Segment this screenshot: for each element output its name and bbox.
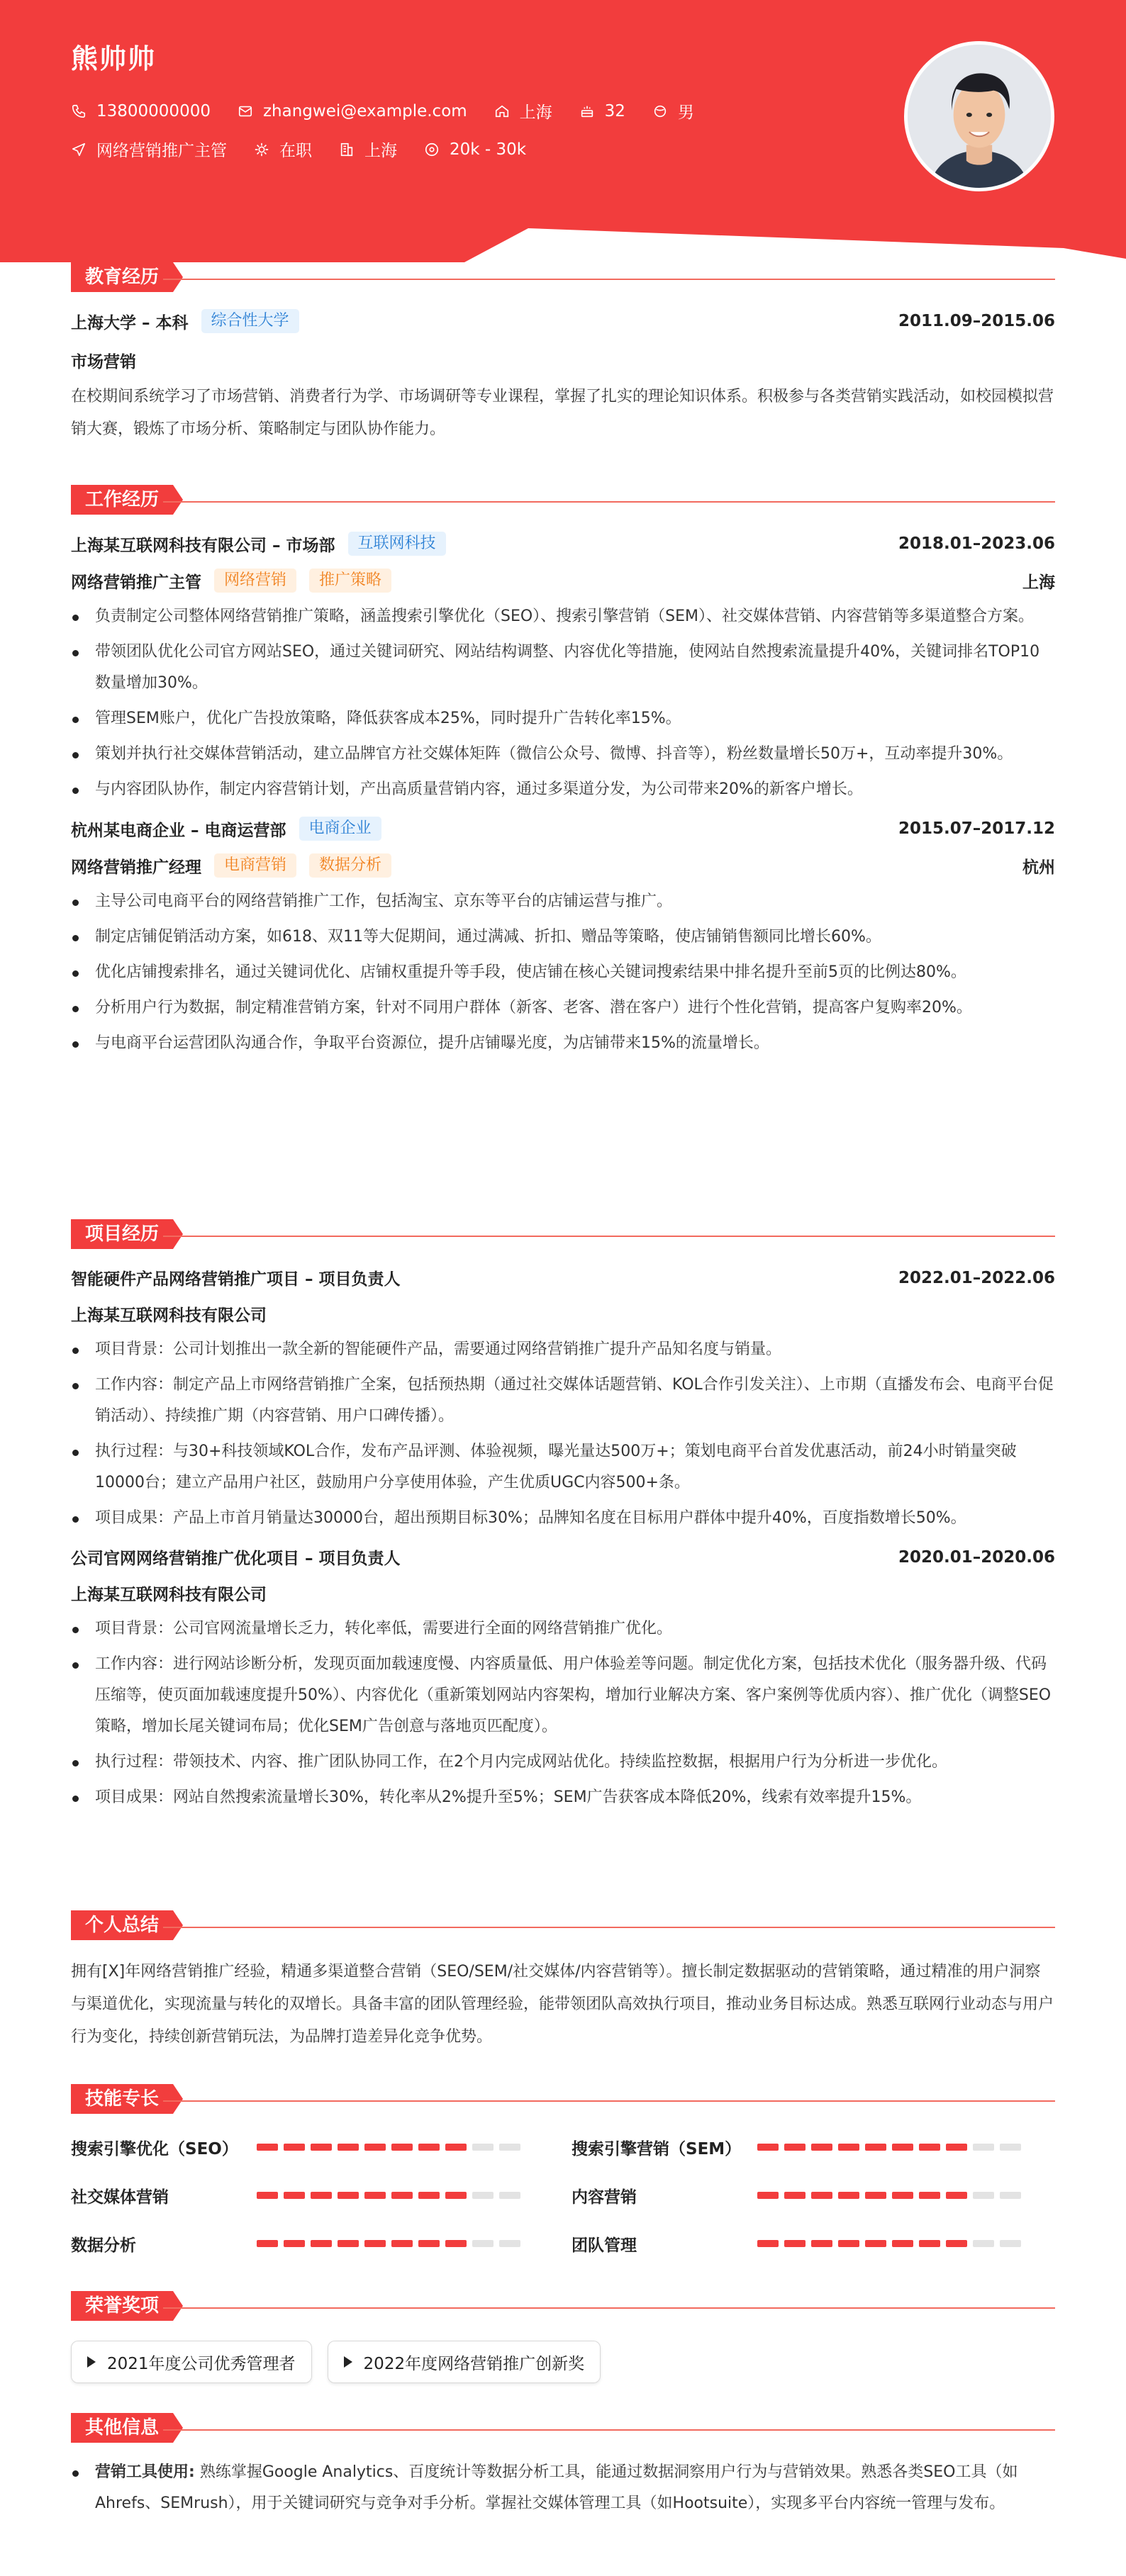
age-text: 32 — [604, 101, 625, 121]
list-item: 与内容团队协作，制定内容营销计划，产出高质量营销内容，通过多渠道分发，为公司带来20%的新客户增长。 — [71, 774, 1055, 805]
status-icon — [254, 142, 269, 157]
skill-level-segment — [865, 2192, 886, 2199]
list-item: 管理SEM账户，优化广告投放策略，降低获客成本25%，同时提升广告转化率15%。 — [71, 703, 1055, 734]
skill-level-segment — [284, 2192, 305, 2199]
skill-level-segment — [364, 2240, 386, 2247]
honor-text: 2022年度网络营销推广创新奖 — [363, 2354, 585, 2373]
other-info-text: 熟练掌握Google Analytics、百度统计等数据分析工具，能通过数据洞察用户行为与营销效果。熟悉各类SEO工具（如Ahrefs、SEMrush），用于关键词研究与竞争对手分析。掌握社交媒体管理工具（如Hootsuite），实现多平台内容统一管理与发布。 — [95, 2463, 1018, 2512]
location-text: 上海 — [519, 103, 552, 122]
major: 市场营销 — [71, 353, 136, 371]
gender-icon — [652, 103, 668, 119]
job-city: 上海 — [1022, 573, 1055, 592]
skill-name: 团队管理 — [572, 2236, 637, 2255]
project-period: 2022.01–2022.06 — [898, 1268, 1055, 1287]
skill-level-segment — [757, 2192, 779, 2199]
education-section — [71, 262, 1055, 446]
job-position-row — [71, 569, 1055, 593]
skill-tag: 电商营销 — [214, 853, 296, 878]
salary-icon — [424, 142, 440, 157]
skill-level-segment — [1000, 2192, 1021, 2199]
section-title — [71, 2291, 1055, 2322]
skill-level-segment — [946, 2192, 967, 2199]
section-title — [71, 485, 1055, 516]
list-item: 项目背景：公司官网流量增长乏力，转化率低，需要进行全面的网络营销推广优化。 — [71, 1613, 1055, 1645]
salary-text: 20k - 30k — [450, 140, 527, 159]
honor-badge — [71, 2341, 312, 2383]
other-info-section — [71, 2413, 1055, 2524]
skill-level-segment — [919, 2144, 940, 2151]
skill-level-segment — [919, 2240, 940, 2247]
section-title-label: 个人总结 — [71, 1910, 173, 1940]
section-divider — [163, 2429, 1055, 2431]
skill-level-segment — [472, 2240, 494, 2247]
job-bullets — [71, 886, 1055, 1059]
skill-name: 社交媒体营销 — [71, 2188, 169, 2207]
skill-level-segment — [257, 2144, 278, 2151]
skill-name: 数据分析 — [71, 2236, 136, 2255]
job-period: 2015.07–2017.12 — [898, 819, 1055, 838]
skill-level-segment — [838, 2192, 859, 2199]
project-entry — [71, 1545, 1055, 1813]
skill-level-segment — [284, 2240, 305, 2247]
job-intent-row — [71, 138, 553, 161]
section-title — [71, 262, 1055, 293]
section-title-label: 技能专长 — [71, 2084, 173, 2114]
project-name: 智能硬件产品网络营销推广项目 – 项目负责人 — [71, 1270, 401, 1289]
skill-level-segment — [445, 2240, 467, 2247]
phone-item — [71, 102, 211, 121]
skill-level-bar — [757, 2192, 1027, 2199]
gender-item — [652, 99, 694, 123]
list-item: 带领团队优化公司官方网站SEO，通过关键词研究、网站结构调整、内容优化等措施，使网站自然搜索流量提升40%，关键词排名TOP10数量增加30%。 — [71, 637, 1055, 699]
email-item — [238, 102, 467, 121]
honors-section — [71, 2291, 1055, 2383]
job-bullets — [71, 601, 1055, 805]
cake-icon — [579, 103, 595, 119]
education-period: 2011.09–2015.06 — [898, 312, 1055, 330]
industry-tag: 电商企业 — [299, 817, 381, 841]
location-item — [494, 99, 552, 123]
job-head — [71, 817, 1055, 841]
skill-level-segment — [338, 2192, 359, 2199]
other-info-label: 营销工具使用: — [95, 2463, 195, 2481]
skill-item — [572, 2230, 1055, 2257]
skill-level-bar — [757, 2144, 1027, 2151]
email-text: zhangwei@example.com — [262, 101, 467, 121]
job-entry — [71, 532, 1055, 805]
skill-level-segment — [472, 2192, 494, 2199]
skill-level-segment — [338, 2144, 359, 2151]
section-title-label: 荣誉奖项 — [71, 2291, 173, 2321]
skill-level-segment — [418, 2240, 440, 2247]
skill-level-bar — [757, 2240, 1027, 2247]
skill-level-segment — [973, 2144, 994, 2151]
project-head — [71, 1266, 1055, 1289]
skill-item — [572, 2182, 1055, 2209]
skill-level-segment — [919, 2192, 940, 2199]
project-bullets — [71, 1334, 1055, 1534]
list-item: 工作内容：制定产品上市网络营销推广全案，包括预热期（通过社交媒体话题营销、KOL合作引发关注）、上市期（直播发布会、电商平台促销活动）、持续推广期（内容营销、用户口碑传播）。 — [71, 1370, 1055, 1432]
honor-badge — [328, 2341, 601, 2383]
skill-tag: 数据分析 — [309, 853, 391, 878]
section-title — [71, 2413, 1055, 2444]
section-divider — [163, 2100, 1055, 2102]
skill-level-segment — [811, 2144, 832, 2151]
industry-tag: 互联网科技 — [348, 532, 446, 556]
skill-level-segment — [784, 2192, 806, 2199]
skill-level-segment — [499, 2192, 520, 2199]
section-divider — [163, 501, 1055, 503]
section-title — [71, 2084, 1055, 2115]
school-type-tag: 综合性大学 — [201, 309, 299, 333]
skill-level-segment — [311, 2240, 332, 2247]
skill-level-bar — [257, 2192, 526, 2199]
job-head — [71, 532, 1055, 556]
skill-tag: 推广策略 — [309, 569, 391, 593]
play-triangle-icon — [87, 2356, 96, 2368]
list-item: 与电商平台运营团队沟通合作，争取平台资源位，提升店铺曝光度，为店铺带来15%的流量增长。 — [71, 1028, 1055, 1059]
skill-name: 内容营销 — [572, 2188, 637, 2207]
list-item: 策划并执行社交媒体营销活动，建立品牌官方社交媒体矩阵（微信公众号、微博、抖音等），粉丝数量增长50万+，互动率提升30%。 — [71, 739, 1055, 770]
project-company: 上海某互联网科技有限公司 — [71, 1586, 267, 1604]
list-item: 制定店铺促销活动方案，如618、双11等大促期间，通过满减、折扣、赠品等策略，使店铺销售额同比增长60%。 — [71, 922, 1055, 953]
building-icon — [339, 142, 355, 157]
status-text: 在职 — [279, 142, 312, 160]
email-icon — [238, 103, 253, 119]
skills-section — [71, 2084, 1055, 2257]
list-item: 主导公司电商平台的网络营销推广工作，包括淘宝、京东等平台的店铺运营与推广。 — [71, 886, 1055, 917]
list-item: 工作内容：进行网站诊断分析，发现页面加载速度慢、内容质量低、用户体验差等问题。制定优化方案，包括技术优化（服务器升级、代码压缩等，使页面加载速度提升50%）、内容优化（重新策划网站内容架构，增加行业解决方案、客户案例等优质内容）、推广优化（调整SEO策略，增加长尾关键词布局；优化SEM广告创意与落地页匹配度）。 — [71, 1649, 1055, 1742]
home-icon — [494, 103, 510, 119]
skill-level-segment — [257, 2192, 278, 2199]
phone-text: 13800000000 — [96, 101, 211, 121]
gender-text: 男 — [677, 103, 694, 122]
skill-level-segment — [445, 2192, 467, 2199]
skill-level-segment — [784, 2240, 806, 2247]
project-bullets — [71, 1613, 1055, 1813]
job-period: 2018.01–2023.06 — [898, 534, 1055, 553]
list-item: 执行过程：带领技术、内容、推广团队协同工作，在2个月内完成网站优化。持续监控数据，根据用户行为分析进一步优化。 — [71, 1747, 1055, 1778]
skill-level-segment — [499, 2144, 520, 2151]
skill-tag: 网络营销 — [214, 569, 296, 593]
list-item: 项目成果：产品上市首月销量达30000台，超出预期目标30%；品牌知名度在目标用户群体中提升40%，百度指数增长50%。 — [71, 1503, 1055, 1534]
skill-level-segment — [472, 2144, 494, 2151]
target-position-text: 网络营销推广主管 — [96, 142, 227, 160]
list-item: 执行过程：与30+科技领域KOL合作，发布产品评测、体验视频，曝光量达500万+；策划电商平台首发优惠活动，前24小时销量突破10000台；建立产品用户社区，鼓励用户分享使用体验，产生优质UGC内容500+条。 — [71, 1436, 1055, 1499]
contact-row — [71, 99, 721, 123]
skill-level-segment — [418, 2192, 440, 2199]
skill-level-segment — [391, 2192, 413, 2199]
education-head — [71, 309, 1055, 333]
skill-item — [71, 2182, 572, 2209]
section-title-label: 教育经历 — [71, 262, 173, 292]
list-item: 项目成果：网站自然搜索流量增长30%，转化率从2%提升至5%；SEM广告获客成本降低20%，线索有效率提升15%。 — [71, 1782, 1055, 1813]
status-item — [254, 138, 312, 161]
honor-text: 2021年度公司优秀管理者 — [107, 2354, 296, 2373]
section-title — [71, 1219, 1055, 1250]
skill-level-segment — [811, 2192, 832, 2199]
salary-item — [424, 140, 526, 159]
skill-level-segment — [364, 2144, 386, 2151]
skill-level-segment — [892, 2192, 913, 2199]
skill-level-segment — [499, 2240, 520, 2247]
project-head — [71, 1545, 1055, 1569]
section-divider — [163, 1927, 1055, 1928]
job-city: 杭州 — [1022, 858, 1055, 877]
skill-level-segment — [784, 2144, 806, 2151]
company-name: 上海某互联网科技有限公司 – 市场部 — [71, 536, 335, 555]
skill-level-segment — [973, 2192, 994, 2199]
list-item — [71, 2457, 1055, 2519]
skill-name: 搜索引擎营销（SEM） — [572, 2139, 742, 2158]
job-entry — [71, 817, 1055, 1059]
target-city-text: 上海 — [364, 142, 397, 160]
skill-item — [71, 2230, 572, 2257]
section-title-label: 工作经历 — [71, 485, 173, 515]
skill-level-segment — [364, 2192, 386, 2199]
summary-text: 拥有[X]年网络营销推广经验，精通多渠道整合营销（SEO/SEM/社交媒体/内容营销等）。擅长制定数据驱动的营销策略，通过精准的用户洞察与渠道优化，实现流量与转化的双增长。具备丰富的团队管理经验，能带领团队高效执行项目，推动业务目标达成。熟悉互联网行业动态与用户行为变化，持续创新营销玩法，为品牌打造差异化竞争优势。 — [71, 1963, 1054, 2046]
list-item: 分析用户行为数据，制定精准营销方案，针对不同用户群体（新客、老客、潜在客户）进行个性化营销，提高客户复购率20%。 — [71, 992, 1055, 1024]
honors-list — [71, 2341, 1055, 2383]
section-title-label: 其他信息 — [71, 2413, 173, 2443]
skill-level-segment — [284, 2144, 305, 2151]
project-entry — [71, 1266, 1055, 1534]
skill-item — [71, 2134, 572, 2161]
play-triangle-icon — [344, 2356, 352, 2368]
company-name: 杭州某电商企业 – 电商运营部 — [71, 821, 286, 840]
skill-level-segment — [892, 2144, 913, 2151]
skill-level-segment — [757, 2144, 779, 2151]
school-name: 上海大学 – 本科 — [71, 313, 189, 332]
resume-header — [0, 0, 1126, 262]
target-position-item — [71, 138, 227, 161]
education-description: 在校期间系统学习了市场营销、消费者行为学、市场调研等专业课程，掌握了扎实的理论知识体系。积极参与各类营销实践活动，如校园模拟营销大赛，锻炼了市场分析、策略制定与团队协作能力。 — [71, 388, 1054, 438]
skill-level-segment — [838, 2144, 859, 2151]
skill-level-segment — [811, 2240, 832, 2247]
skill-level-segment — [257, 2240, 278, 2247]
list-item: 负责制定公司整体网络营销推广策略，涵盖搜索引擎优化（SEO）、搜索引擎营销（SEM）、社交媒体营销、内容营销等多渠道整合方案。 — [71, 601, 1055, 632]
skills-grid — [71, 2134, 1055, 2257]
skill-level-segment — [757, 2240, 779, 2247]
skill-level-segment — [338, 2240, 359, 2247]
skill-level-segment — [1000, 2240, 1021, 2247]
skill-level-segment — [391, 2240, 413, 2247]
job-position: 网络营销推广主管 — [71, 573, 201, 592]
section-divider — [163, 2307, 1055, 2309]
other-info-list — [71, 2457, 1055, 2519]
skill-level-bar — [257, 2144, 526, 2151]
skill-level-segment — [311, 2144, 332, 2151]
section-title — [71, 1910, 1055, 1942]
skill-level-segment — [418, 2144, 440, 2151]
skill-level-segment — [946, 2144, 967, 2151]
age-item — [579, 102, 625, 121]
section-title-label: 项目经历 — [71, 1219, 173, 1249]
projects-section — [71, 1219, 1055, 1818]
summary-section — [71, 1910, 1055, 2054]
work-section — [71, 485, 1055, 1063]
skill-level-segment — [865, 2240, 886, 2247]
skill-item — [572, 2134, 1055, 2161]
skill-level-segment — [838, 2240, 859, 2247]
skill-level-segment — [892, 2240, 913, 2247]
send-icon — [71, 142, 87, 157]
skill-level-segment — [865, 2144, 886, 2151]
job-position-row — [71, 853, 1055, 878]
skill-level-segment — [445, 2144, 467, 2151]
project-company: 上海某互联网科技有限公司 — [71, 1306, 267, 1325]
phone-icon — [71, 103, 87, 119]
target-city-item — [339, 138, 397, 161]
list-item: 优化店铺搜索排名，通过关键词优化、店铺权重提升等手段，使店铺在核心关键词搜索结果中排名提升至前5页的比例达80%。 — [71, 957, 1055, 988]
skill-level-segment — [973, 2240, 994, 2247]
skill-level-segment — [1000, 2144, 1021, 2151]
project-name: 公司官网网络营销推广优化项目 – 项目负责人 — [71, 1550, 401, 1568]
skill-level-segment — [946, 2240, 967, 2247]
list-item: 项目背景：公司计划推出一款全新的智能硬件产品，需要通过网络营销推广提升产品知名度与销量。 — [71, 1334, 1055, 1365]
skill-level-segment — [391, 2144, 413, 2151]
section-divider — [163, 279, 1055, 280]
candidate-name: 熊帅帅 — [71, 43, 157, 74]
job-position: 网络营销推广经理 — [71, 858, 201, 877]
profile-photo — [904, 41, 1054, 191]
section-divider — [163, 1236, 1055, 1237]
skill-level-bar — [257, 2240, 526, 2247]
skill-name: 搜索引擎优化（SEO） — [71, 2139, 238, 2158]
skill-level-segment — [311, 2192, 332, 2199]
project-period: 2020.01–2020.06 — [898, 1547, 1055, 1567]
